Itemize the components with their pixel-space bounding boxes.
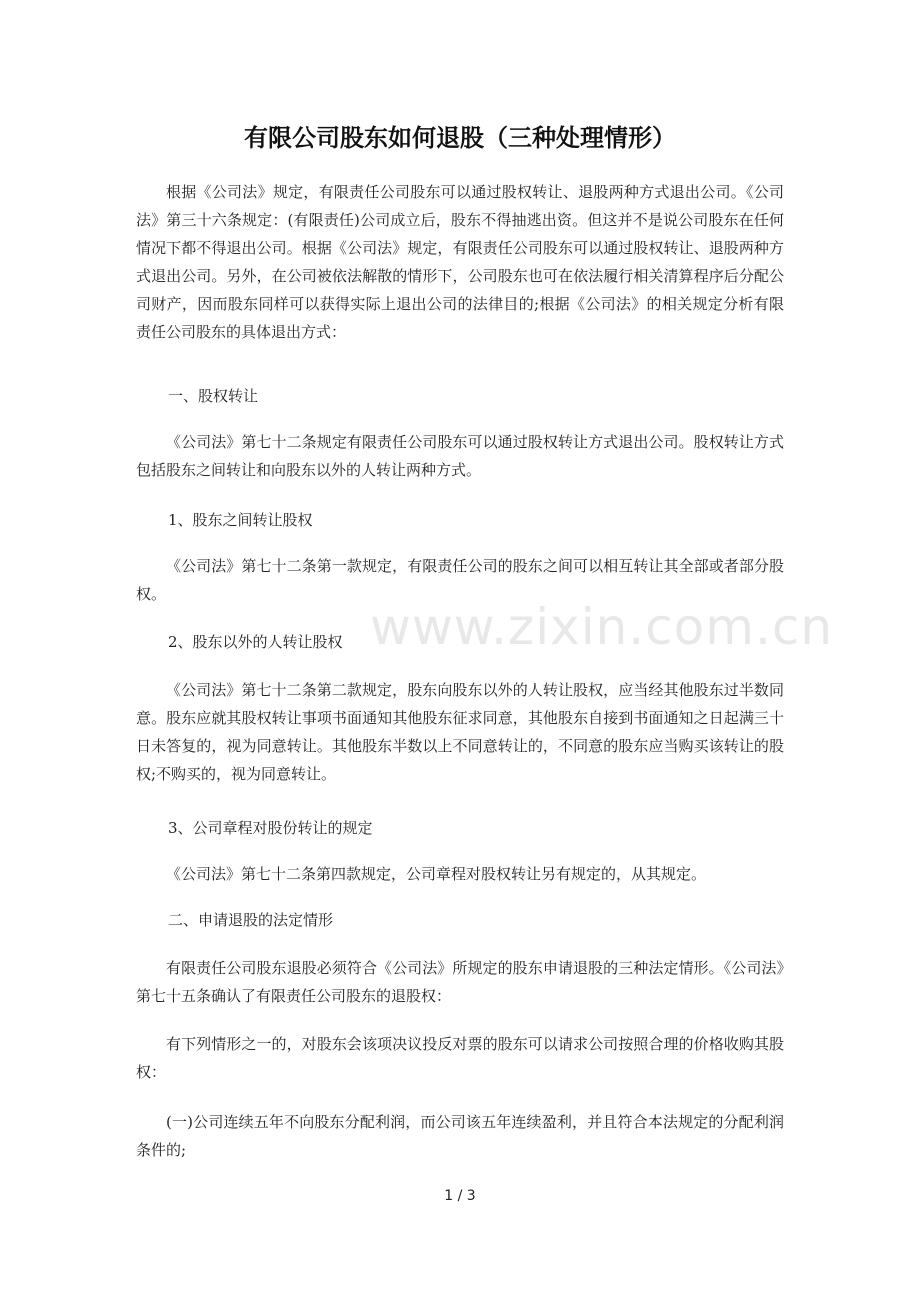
paragraph-articles-rule: 《公司法》第七十二条第四款规定，公司章程对股权转让另有规定的，从其规定。 — [166, 865, 707, 883]
document-title: 有限公司股东如何退股（三种处理情形） — [244, 124, 676, 152]
paragraph-intro: 根据《公司法》规定，有限责任公司股东可以通过股权转让、退股两种方式退出公司。《公司法》第三十六条规定：(有限责任)公司成立后，股东不得抽逃出资。但这并不是说公司股东在任何情况下都不得退出公司。根据《公司法》规定，有限责任公司股东可以通过股权转让、退股两种方式退出公司。另外，在公司被依法解散的情形下，公司股东也可在依法履行相关清算程序后分配公司财产，因而股东同样可以获得实际上退出公司的法律目的;根据《公司法》的相关规定分析有限责任公司股东的具体退出方式： — [136, 183, 784, 341]
paragraph-between-shareholders: 《公司法》第七十二条第一款规定，有限责任公司的股东之间可以相互转让其全部或者部分股权。 — [136, 557, 784, 603]
paragraph-outside-transfer: 《公司法》第七十二条第二款规定，股东向股东以外的人转让股权，应当经其他股东过半数同意。股东应就其股权转让事项书面通知其他股东征求同意，其他股东自接到书面通知之日起满三十日未答复的，视为同意转让。其他股东半数以上不同意转让的，不同意的股东应当购买该转让的股权;不购买的，视为同意转让。 — [136, 681, 784, 783]
subheading-articles-rule: 3、公司章程对股份转让的规定 — [168, 819, 373, 837]
watermark: www.zixin.com.cn — [370, 598, 834, 656]
paragraph-share-transfer: 《公司法》第七十二条规定有限责任公司股东可以通过股权转让方式退出公司。股权转让方式包括股东之间转让和向股东以外的人转让两种方式。 — [136, 433, 784, 479]
paragraph-conditions: 有下列情形之一的，对股东会该项决议投反对票的股东可以请求公司按照合理的价格收购其股权： — [136, 1035, 784, 1081]
section-heading-withdrawal-cases: 二、申请退股的法定情形 — [168, 911, 334, 929]
paragraph-condition-1: (一)公司连续五年不向股东分配利润，而公司该五年连续盈利，并且符合本法规定的分配利润条件的; — [136, 1113, 784, 1159]
paragraph-withdrawal-cases: 有限责任公司股东退股必须符合《公司法》所规定的股东申请退股的三种法定情形。《公司法》第七十五条确认了有限责任公司股东的退股权： — [136, 959, 784, 1005]
section-heading-share-transfer: 一、股权转让 — [168, 387, 259, 405]
subheading-outside-transfer: 2、股东以外的人转让股权 — [168, 633, 343, 651]
page-number: 1 / 3 — [444, 1188, 476, 1204]
subheading-between-shareholders: 1、股东之间转让股权 — [168, 511, 313, 529]
